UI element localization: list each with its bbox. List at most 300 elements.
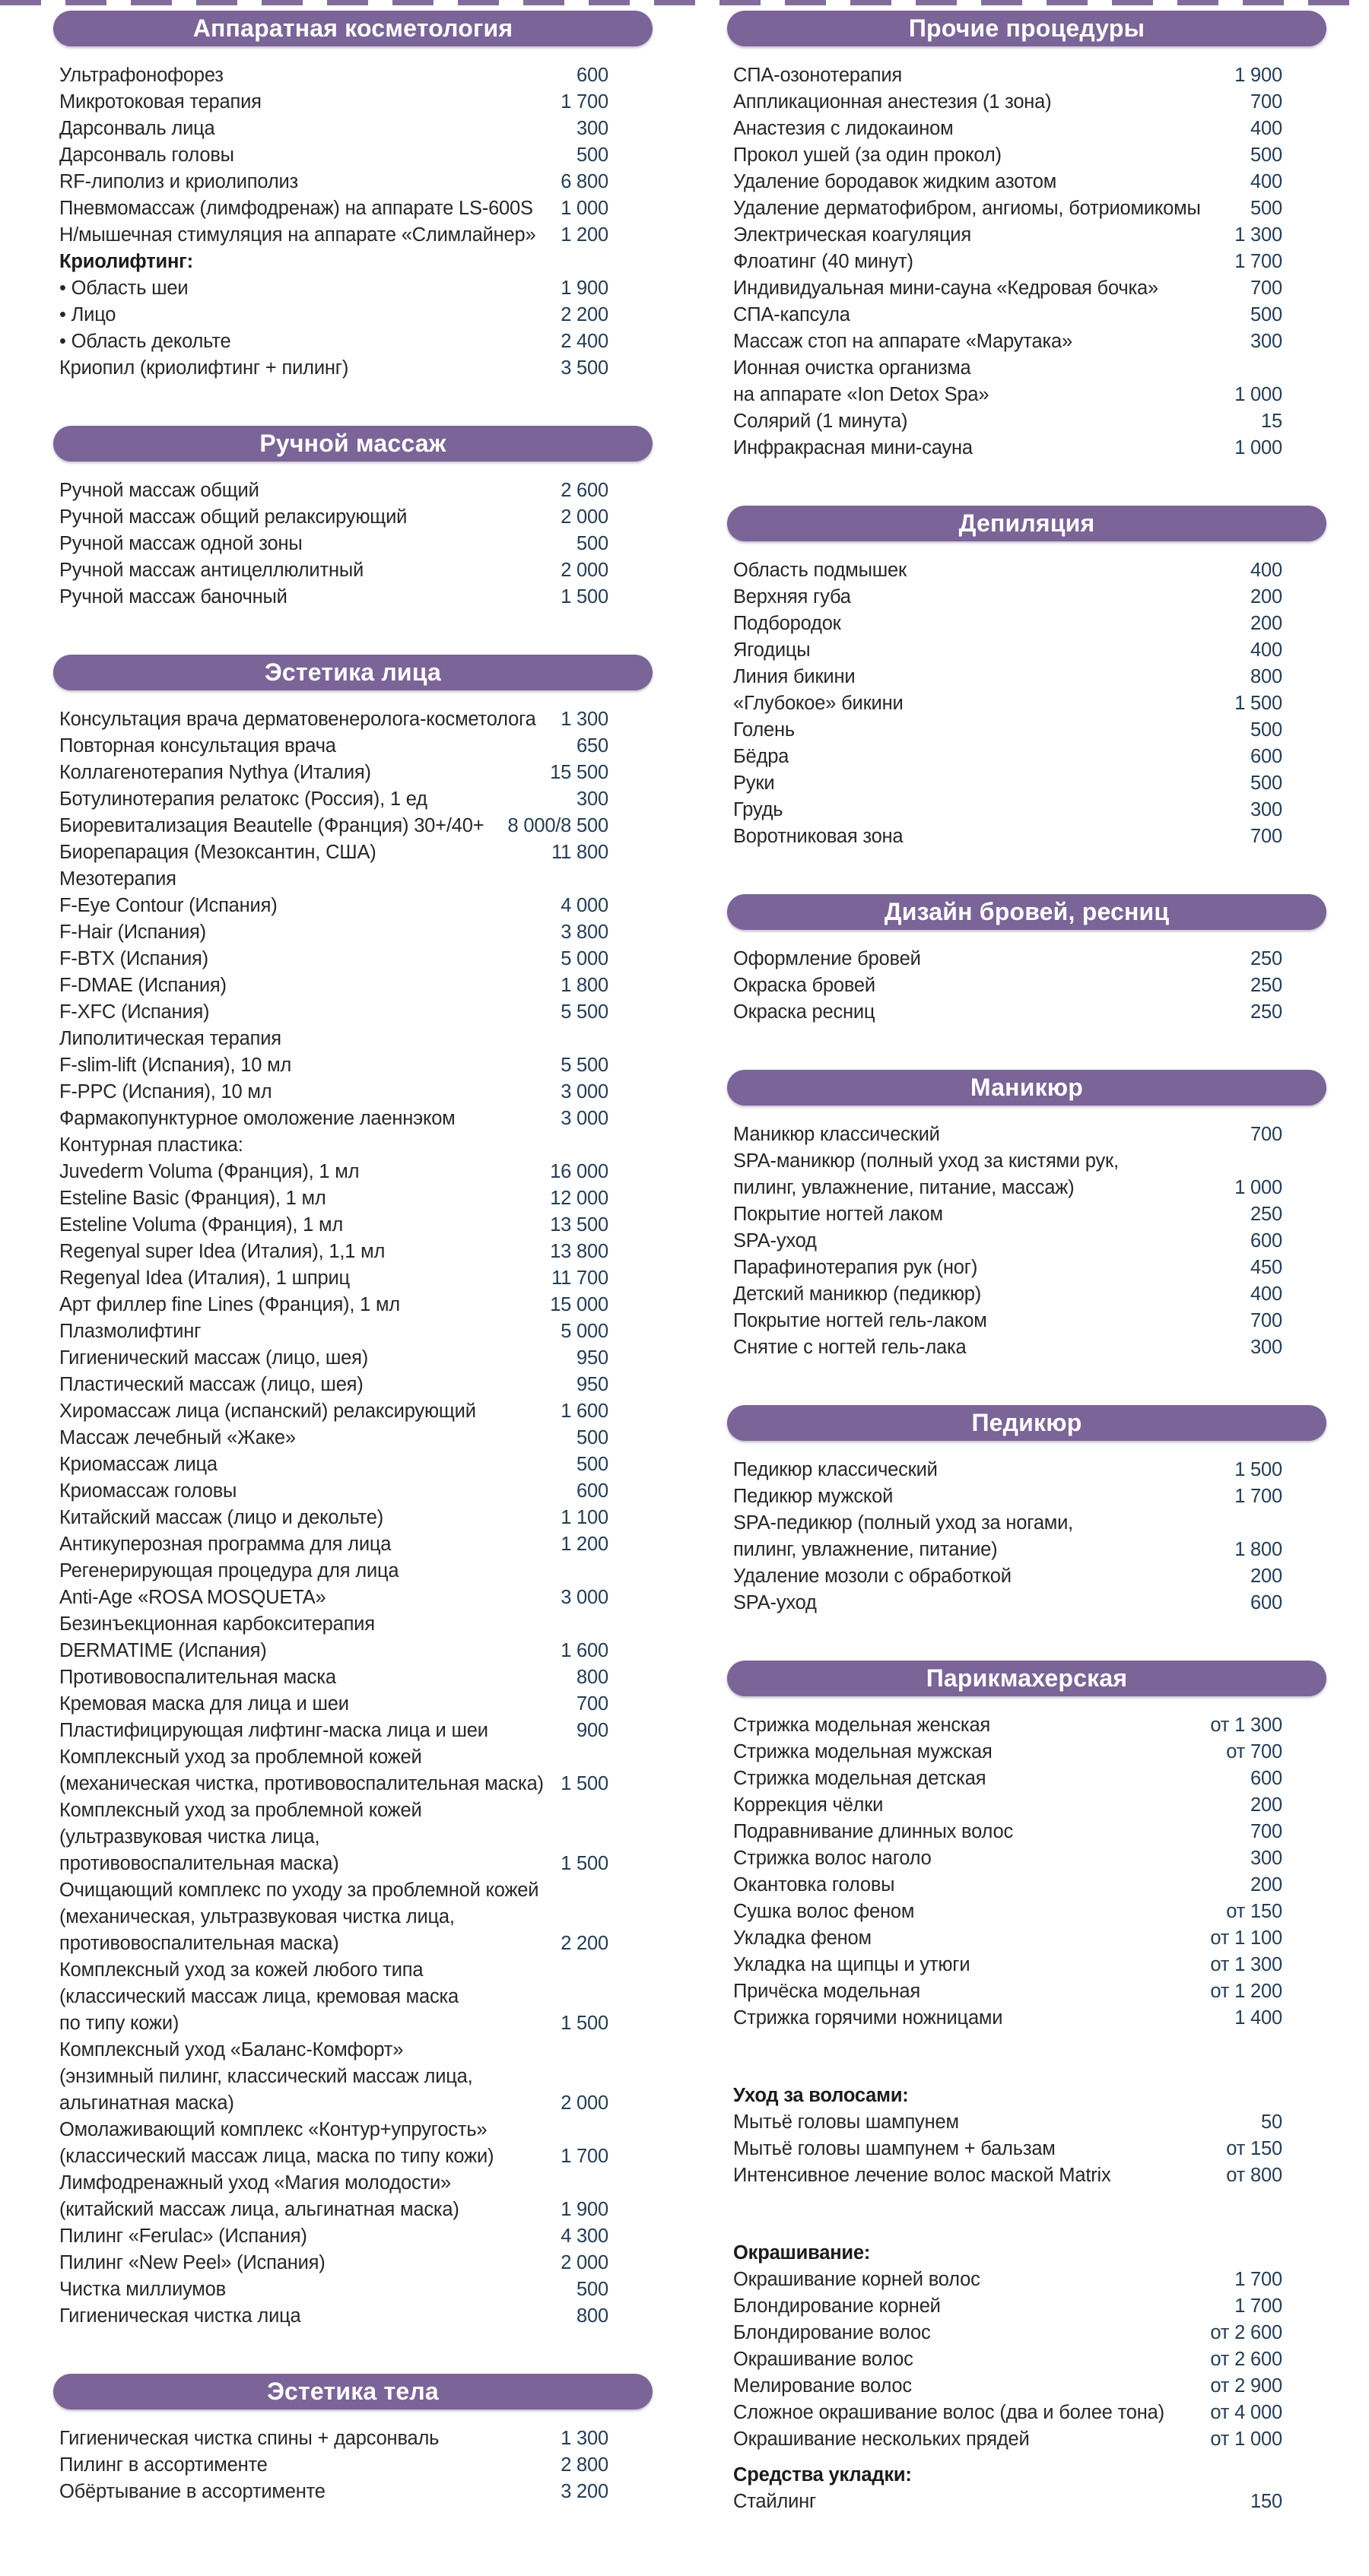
rows [53, 706, 653, 2330]
service-price: 600 [1250, 1592, 1282, 1613]
price-row [733, 1952, 1282, 1978]
service-name: Криопил (криолифтинг + пилинг) [59, 357, 349, 379]
service-name: Индивидуальная мини-сауна «Кедровая бочка» [733, 278, 1158, 299]
price-row [59, 1984, 608, 2010]
service-price: 2 600 [561, 480, 608, 501]
price-row [733, 1978, 1282, 2005]
service-name: SPA-уход [733, 1592, 817, 1613]
service-name: Окантовка головы [733, 1874, 895, 1896]
service-price: 600 [1250, 1768, 1282, 1789]
service-name: Esteline Voluma (Франция), 1 мл [59, 1214, 344, 1236]
price-row [59, 477, 608, 504]
service-price: 250 [1250, 1204, 1282, 1225]
service-price: 8 000/8 500 [507, 815, 608, 836]
price-row [59, 1877, 608, 1904]
service-name: Окраска ресниц [733, 1001, 875, 1023]
section [53, 2374, 653, 2505]
service-price: 400 [1250, 1283, 1282, 1305]
service-price: 1 500 [1234, 693, 1282, 714]
service-name: Дарсонваль головы [59, 144, 234, 166]
service-name: Сушка волос феном [733, 1901, 915, 1922]
price-row [59, 169, 608, 195]
service-price: 400 [1250, 171, 1282, 192]
service-name: Блондирование корней [733, 2295, 941, 2317]
price-row [733, 946, 1282, 972]
service-name: Ручной массаж антицеллюлитный [59, 560, 364, 581]
price-row [59, 1558, 608, 1585]
service-price: 1 900 [1234, 65, 1282, 86]
service-name: Дарсонваль лица [59, 118, 215, 139]
price-row [733, 2293, 1282, 2320]
price-row [59, 839, 608, 866]
price-row [59, 1398, 608, 1425]
service-price: 700 [1250, 278, 1282, 299]
service-name: Инфракрасная мини-сауна [733, 437, 973, 458]
service-price: 950 [577, 1347, 608, 1369]
service-name: Удаление мозоли с обработкой [733, 1566, 1012, 1587]
price-row [733, 823, 1282, 850]
service-name: Микротоковая терапия [59, 91, 262, 113]
section-header: Прочие процедуры [727, 11, 1326, 46]
service-price: 1 900 [561, 2199, 608, 2220]
service-price: 3 000 [561, 1081, 608, 1102]
price-row [59, 1824, 608, 1851]
service-name: Блондирование волос [733, 2322, 931, 2343]
column-right [727, 11, 1326, 2515]
service-price: 800 [577, 2305, 608, 2327]
service-name: Стрижка модельная мужская [733, 1741, 993, 1762]
price-row [733, 797, 1282, 823]
section [53, 655, 653, 2330]
price-row [59, 2197, 608, 2223]
service-name: Juvederm Voluma (Франция), 1 мл [59, 1161, 360, 1182]
service-price: от 1 100 [1210, 1927, 1282, 1949]
price-row [59, 328, 608, 355]
service-name: Ручной массаж одной зоны [59, 533, 303, 554]
section-header: Аппаратная косметология [53, 11, 653, 46]
price-row [59, 584, 608, 611]
price-row [59, 275, 608, 302]
service-price: 500 [1250, 304, 1282, 325]
service-name: RF-липолиз и криолиполиз [59, 171, 299, 192]
price-row [59, 999, 608, 1026]
service-name: Верхняя губа [733, 586, 851, 608]
service-price: 300 [1250, 331, 1282, 352]
price-row [733, 717, 1282, 744]
price-row [59, 2170, 608, 2197]
service-name: Безинъекционная карбокситерапия [59, 1613, 375, 1635]
price-row [733, 999, 1282, 1026]
service-price: 1 800 [1234, 1539, 1282, 1560]
service-name: Консультация врача дерматовенеролога-косметолога [59, 709, 536, 730]
service-price: 15 000 [550, 1294, 608, 1315]
service-name: Хиромассаж лица (испанский) релаксирующий [59, 1401, 476, 1422]
service-name: Ручной массаж общий [59, 480, 259, 501]
price-row [59, 355, 608, 382]
service-price: 3 000 [561, 1587, 608, 1608]
price-row [59, 1904, 608, 1930]
price-row [59, 2064, 608, 2090]
service-price: от 700 [1226, 1741, 1282, 1762]
service-name: Ботулинотерапия релатокс (Россия), 1 ед [59, 788, 427, 810]
service-name: Педикюр мужской [733, 1486, 894, 1507]
service-price: 2 000 [561, 2252, 608, 2273]
price-row [733, 195, 1282, 222]
service-price: 2 000 [561, 560, 608, 581]
service-price: от 1 000 [1210, 2428, 1282, 2450]
service-name: F-Hair (Испания) [59, 922, 206, 943]
section [727, 1070, 1326, 1361]
service-name: Пластифицирующая лифтинг-маска лица и шеи [59, 1720, 488, 1741]
service-price: от 2 600 [1210, 2349, 1282, 2370]
price-row [59, 142, 608, 169]
service-name: Биоревитализация Beautelle (Франция) 30+/40+ [59, 815, 484, 836]
service-price: от 1 200 [1210, 1981, 1282, 2002]
price-row [59, 1451, 608, 1478]
service-name: Esteline Basic (Франция), 1 мл [59, 1188, 326, 1209]
service-price: 500 [1250, 198, 1282, 219]
service-price: 1 800 [561, 975, 608, 996]
service-price: 700 [1250, 1124, 1282, 1145]
price-row [733, 1712, 1282, 1739]
section-header: Эстетика тела [53, 2374, 653, 2409]
service-price: от 800 [1226, 2165, 1282, 2186]
service-name: Комплексный уход за проблемной кожей [59, 1800, 422, 1821]
price-row [733, 1925, 1282, 1952]
service-name: (китайский массаж лица, альгинатная маска) [59, 2199, 459, 2220]
group-label: Криолифтинг: [59, 251, 193, 272]
service-name: F-DMAE (Испания) [59, 975, 227, 996]
service-price: 300 [1250, 1337, 1282, 1358]
service-name: Чистка миллиумов [59, 2279, 226, 2300]
price-row [59, 1718, 608, 1744]
service-price: 400 [1250, 118, 1282, 139]
price-row [733, 435, 1282, 462]
service-name: Коррекция чёлки [733, 1794, 884, 1816]
service-name: Пилинг «New Peel» (Испания) [59, 2252, 326, 2273]
price-row [59, 893, 608, 919]
price-row [733, 1510, 1282, 1537]
service-name: Удаление бородавок жидким азотом [733, 171, 1057, 192]
service-name: Anti-Age «ROSA MOSQUETA» [59, 1587, 326, 1608]
price-row [59, 62, 608, 89]
price-row [59, 866, 608, 893]
service-name: Стрижка модельная детская [733, 1768, 986, 1789]
price-row [733, 611, 1282, 637]
service-price: 600 [1250, 746, 1282, 767]
service-price: от 150 [1226, 2138, 1282, 2159]
section-header: Педикюр [727, 1405, 1326, 1441]
price-row [733, 2346, 1282, 2373]
price-row [733, 2267, 1282, 2293]
service-price: 4 300 [561, 2225, 608, 2247]
service-price: 500 [577, 144, 608, 166]
service-price: 3 800 [561, 922, 608, 943]
price-row [733, 1819, 1282, 1845]
service-name: Ультрафонофорез [59, 65, 224, 86]
price-row [733, 142, 1282, 169]
service-price: 1 300 [561, 709, 608, 730]
service-name: Детский маникюр (педикюр) [733, 1283, 982, 1305]
service-name: Липолитическая терапия [59, 1028, 281, 1049]
price-row [59, 1026, 608, 1052]
price-row [733, 770, 1282, 797]
service-name: Голень [733, 719, 795, 741]
price-row [733, 2400, 1282, 2426]
service-name: Кремовая маска для лица и шеи [59, 1693, 349, 1715]
service-name: Биорепарация (Мезоксантин, США) [59, 842, 376, 863]
price-row [733, 169, 1282, 195]
price-row [733, 1148, 1282, 1175]
price-row [59, 919, 608, 946]
price-row [733, 1228, 1282, 1255]
service-price: 800 [577, 1667, 608, 1688]
service-price: 15 500 [550, 762, 608, 783]
service-name: Арт филлер fine Lines (Франция), 1 мл [59, 1294, 400, 1315]
service-name: Руки [733, 772, 775, 794]
service-name: Мытьё головы шампунем [733, 2111, 959, 2133]
service-price: 500 [577, 533, 608, 554]
service-price: 2 000 [561, 2092, 608, 2114]
service-name: Электрическая коагуляция [733, 224, 971, 246]
service-name: Очищающий комплекс по уходу за проблемной кожей [59, 1880, 539, 1901]
service-name: F-slim-lift (Испания), 10 мл [59, 1055, 292, 1076]
price-row [733, 1281, 1282, 1308]
price-row [733, 2373, 1282, 2400]
service-name: Противовоспалительная маска [59, 1667, 336, 1688]
service-price: 4 000 [561, 895, 608, 916]
service-price: от 1 300 [1210, 1715, 1282, 1736]
service-price: 500 [1250, 719, 1282, 741]
price-row [59, 2303, 608, 2330]
service-price: 2 800 [561, 2454, 608, 2476]
service-name: Подбородок [733, 613, 841, 634]
price-row [59, 1957, 608, 1984]
service-name: Область подмышек [733, 560, 907, 581]
service-price: 1 000 [1234, 384, 1282, 405]
price-row [733, 557, 1282, 584]
service-price: 300 [577, 788, 608, 810]
section [53, 426, 653, 611]
service-price: 300 [1250, 799, 1282, 820]
service-price: 15 [1261, 411, 1282, 432]
section [727, 1405, 1326, 1616]
service-price: 150 [1250, 2491, 1282, 2512]
service-price: 1 000 [1234, 1177, 1282, 1198]
price-row [733, 2005, 1282, 2032]
service-name: Regenyal super Idea (Италия), 1,1 мл [59, 1241, 386, 1262]
service-name: СПА-озонотерапия [733, 65, 903, 86]
service-name: SPA-педикюр (полный уход за ногами, [733, 1512, 1074, 1534]
service-price: 13 500 [550, 1214, 608, 1236]
service-name: Снятие с ногтей гель-лака [733, 1337, 967, 1358]
service-name: Массаж стоп на аппарате «Марутака» [733, 331, 1072, 352]
service-price: 1 700 [1234, 1486, 1282, 1507]
service-name: Стрижка модельная женская [733, 1715, 991, 1736]
price-row [59, 706, 608, 733]
service-price: 700 [1250, 91, 1282, 113]
service-price: 200 [1250, 586, 1282, 608]
service-price: 1 600 [561, 1401, 608, 1422]
price-row [59, 2117, 608, 2143]
service-price: 500 [1250, 772, 1282, 794]
rows [727, 1712, 1326, 2515]
service-price: 11 800 [551, 842, 608, 863]
service-name: Причёска модельная [733, 1981, 920, 2002]
service-name: Контурная пластика: [59, 1134, 243, 1156]
price-row [59, 222, 608, 249]
service-price: 200 [1250, 1566, 1282, 1587]
group-label: Окрашивание: [733, 2242, 871, 2264]
service-price: 1 700 [561, 2146, 608, 2167]
service-name: (механическая, ультразвуковая чистка лица, [59, 1906, 455, 1927]
service-price: 2 200 [561, 1933, 608, 1954]
section-header: Эстетика лица [53, 655, 653, 690]
service-name: Пневмомассаж (лимфодренаж) на аппарате LS-600S [59, 198, 533, 219]
price-row [59, 2090, 608, 2117]
service-name: Антикуперозная программа для лица [59, 1534, 392, 1555]
price-row [733, 2109, 1282, 2136]
service-name: Маникюр классический [733, 1124, 940, 1145]
price-row [733, 302, 1282, 328]
price-row [733, 1175, 1282, 1201]
price-row [733, 355, 1282, 382]
service-name: SPA-уход [733, 1230, 817, 1252]
price-row [59, 1851, 608, 1877]
service-price: 3 200 [561, 2481, 608, 2502]
service-name: Комплексный уход «Баланс-Комфорт» [59, 2039, 404, 2060]
rows [53, 62, 653, 382]
service-name: Лимфодренажный уход «Магия молодости» [59, 2172, 452, 2194]
service-name: Ягодицы [733, 639, 811, 661]
service-name: Омолаживающий комплекс «Контур+упругость» [59, 2119, 488, 2140]
service-name: Прокол ушей (за один прокол) [733, 144, 1002, 166]
price-row [733, 2136, 1282, 2162]
service-name: Оформление бровей [733, 948, 921, 969]
price-row [733, 2426, 1282, 2453]
price-row [59, 504, 608, 531]
service-price: 1 700 [561, 91, 608, 113]
service-price: 1 700 [1234, 2269, 1282, 2290]
price-row [733, 1308, 1282, 1334]
service-price: 500 [577, 1427, 608, 1448]
price-row [59, 557, 608, 584]
service-name: Криомассаж головы [59, 1480, 237, 1502]
price-row [59, 1744, 608, 1771]
price-row [59, 1212, 608, 1239]
service-name: на аппарате «Ion Detox Spa» [733, 384, 989, 405]
price-row [59, 1478, 608, 1505]
service-name: Regenyal Idea (Италия), 1 шприц [59, 1267, 350, 1289]
price-row [733, 382, 1282, 408]
price-row [59, 760, 608, 786]
service-name: Мезотерапия [59, 868, 176, 890]
price-row [59, 786, 608, 813]
service-name: Окраска бровей [733, 975, 875, 996]
section-header: Маникюр [727, 1070, 1326, 1106]
price-row [59, 1132, 608, 1159]
price-row [59, 946, 608, 972]
section [727, 894, 1326, 1026]
price-row [733, 116, 1282, 142]
service-price: 700 [1250, 1821, 1282, 1842]
price-row [59, 813, 608, 839]
price-row [59, 1585, 608, 1611]
price-row [733, 690, 1282, 717]
service-name: F-Eye Contour (Испания) [59, 895, 278, 916]
service-name: Коллагенотерапия Nythya (Италия) [59, 762, 371, 783]
service-name: Подравнивание длинных волос [733, 1821, 1014, 1842]
service-name: • Область шеи [59, 278, 189, 299]
rows [53, 2425, 653, 2505]
price-row [59, 1664, 608, 1691]
service-name: Стрижка горячими ножницами [733, 2007, 1003, 2029]
price-row [733, 2320, 1282, 2346]
section [727, 506, 1326, 850]
price-row [59, 2276, 608, 2303]
service-name: Китайский массаж (лицо и декольте) [59, 1507, 384, 1528]
service-name: Комплексный уход за кожей любого типа [59, 1959, 424, 1981]
price-row [733, 1899, 1282, 1925]
service-price: 1 700 [1234, 2295, 1282, 2317]
service-price: 600 [577, 1480, 608, 1502]
service-name: Пилинг в ассортименте [59, 2454, 268, 2476]
service-price: от 150 [1226, 1901, 1282, 1922]
service-name: F-XFC (Испания) [59, 1001, 210, 1023]
service-name: Грудь [733, 799, 783, 820]
price-row [59, 2010, 608, 2037]
service-name: Удаление дерматофибром, ангиомы, ботриомикомы [733, 198, 1201, 219]
service-price: от 4 000 [1210, 2402, 1282, 2423]
price-row [733, 1255, 1282, 1281]
group-label-row [59, 249, 608, 275]
price-row [733, 62, 1282, 89]
service-name: Стайлинг [733, 2491, 817, 2512]
group-label: Средства укладки: [733, 2464, 912, 2486]
price-row [733, 89, 1282, 116]
section [727, 11, 1326, 462]
price-row [59, 302, 608, 328]
service-name: Гигиенический массаж (лицо, шея) [59, 1347, 368, 1369]
service-name: противовоспалительная маска) [59, 1933, 339, 1954]
service-name: (механическая чистка, противовоспалительная маска) [59, 1773, 544, 1794]
service-name: «Глубокое» бикини [733, 693, 904, 714]
section [53, 11, 653, 382]
service-price: от 2 600 [1210, 2322, 1282, 2343]
price-row [59, 1318, 608, 1345]
service-price: 300 [1250, 1848, 1282, 1869]
price-row [59, 2223, 608, 2250]
service-price: 1 700 [1234, 251, 1282, 272]
service-price: 1 500 [561, 1853, 608, 1874]
service-name: Солярий (1 минута) [733, 411, 908, 432]
section [727, 1661, 1326, 2515]
price-row [733, 2489, 1282, 2515]
section-header: Парикмахерская [727, 1661, 1326, 1696]
rows [727, 1121, 1326, 1361]
service-name: пилинг, увлажнение, питание, массаж) [733, 1177, 1075, 1198]
price-row [59, 1079, 608, 1106]
rows [727, 62, 1326, 462]
price-row [59, 1265, 608, 1292]
price-row [59, 89, 608, 116]
service-price: 2 000 [561, 506, 608, 528]
top-decorative-strip [0, 0, 1369, 5]
service-price: от 1 300 [1210, 1954, 1282, 1975]
service-price: 1 200 [561, 1534, 608, 1555]
service-price: 13 800 [550, 1241, 608, 1262]
service-name: Гигиеническая чистка спины + дарсонваль [59, 2428, 440, 2449]
